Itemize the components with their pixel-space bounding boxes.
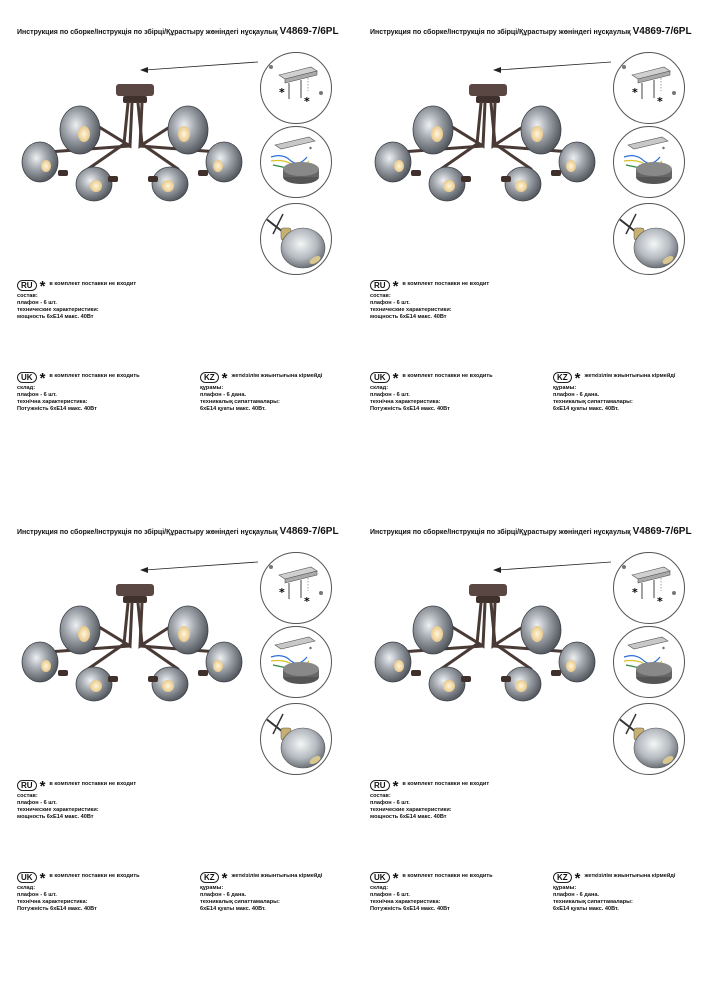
wiring-step — [613, 626, 685, 698]
svg-text:*: * — [632, 86, 638, 99]
kz-line: 6хЕ14 қуаты макс. 40Вт. — [553, 406, 619, 413]
asterisk-icon: * — [221, 370, 228, 387]
mounting-bracket-icon — [261, 53, 331, 123]
model-number: V4869-7/6PL — [632, 26, 692, 37]
uk-badge: UK — [17, 372, 37, 383]
kz-section — [553, 871, 675, 913]
shade-install-step — [260, 203, 332, 275]
ru-line: состав: — [17, 793, 38, 799]
shade-install-icon — [261, 704, 331, 774]
uk-line: Потужність 6хЕ14 макс. 40Вт — [370, 906, 450, 913]
instruction-panel — [353, 0, 706, 500]
mounting-bracket-step — [260, 52, 332, 124]
uk-section — [370, 871, 493, 913]
ru-line: технические характеристики: — [17, 307, 99, 314]
asterisk-icon: * — [392, 278, 399, 295]
asterisk-icon: * — [39, 370, 46, 387]
svg-text:*: * — [304, 95, 310, 108]
uk-line: склад: — [370, 385, 389, 391]
lamp-illustration — [371, 84, 601, 214]
asterisk-icon: * — [39, 870, 46, 887]
shade-install-step — [613, 203, 685, 275]
kz-note: жеткізілім жиынтығына кірмейді — [584, 373, 676, 380]
svg-text:*: * — [304, 595, 310, 608]
asterisk-icon: * — [39, 278, 46, 295]
shade-install-step — [613, 703, 685, 775]
lamp-illustration — [18, 584, 248, 714]
svg-text:*: * — [279, 586, 285, 599]
kz-line: техникалық сипаттамалары: — [553, 399, 633, 406]
ru-line: технические характеристики: — [370, 807, 452, 814]
kz-line: 6хЕ14 қуаты макс. 40Вт. — [553, 906, 619, 913]
asterisk-icon: * — [574, 870, 581, 887]
instruction-panel — [0, 0, 353, 500]
uk-line: плафон - 6 шт. — [17, 392, 57, 399]
ru-section — [370, 779, 489, 821]
uk-line: плафон - 6 шт. — [370, 392, 410, 399]
mounting-bracket-step — [613, 552, 685, 624]
uk-line: склад: — [370, 885, 389, 891]
instruction-panel — [353, 500, 706, 1000]
shade-install-step — [260, 703, 332, 775]
ru-badge: RU — [370, 280, 390, 291]
mounting-bracket-step — [613, 52, 685, 124]
mounting-bracket-step — [260, 552, 332, 624]
kz-note: жеткізілім жиынтығына кірмейді — [231, 873, 323, 880]
mounting-bracket-icon — [261, 553, 331, 623]
ru-section — [17, 279, 136, 321]
uk-line: технічна характеристика: — [17, 899, 88, 906]
kz-note: жеткізілім жиынтығына кірмейді — [584, 873, 676, 880]
uk-section — [17, 371, 140, 413]
asterisk-icon: * — [392, 778, 399, 795]
uk-note: в комплект поставки не входить — [49, 373, 140, 380]
kz-section — [200, 871, 322, 913]
title-prefix: Инструкция по сборке/Інструкція по збірці/Құрастыру жөніндегі нұсқаулық — [17, 529, 278, 536]
model-number: V4869-7/6PL — [279, 526, 339, 537]
uk-line: плафон - 6 шт. — [370, 892, 410, 899]
ru-line: плафон - 6 шт. — [17, 800, 57, 807]
ru-line: плафон - 6 шт. — [370, 800, 410, 807]
shade-install-icon — [614, 704, 684, 774]
kz-badge: KZ — [553, 872, 572, 883]
ru-badge: RU — [17, 280, 37, 291]
uk-badge: UK — [370, 372, 390, 383]
ru-line: состав: — [370, 793, 391, 799]
ru-line: мощность 6хЕ14 макс. 40Вт — [17, 814, 94, 821]
ru-note: в комплект поставки не входит — [402, 781, 490, 788]
kz-line: құрамы: — [553, 385, 577, 391]
kz-badge: KZ — [200, 372, 219, 383]
uk-note: в комплект поставки не входить — [49, 873, 140, 880]
instruction-panel — [0, 500, 353, 1000]
kz-badge: KZ — [553, 372, 572, 383]
uk-line: склад: — [17, 385, 36, 391]
model-number: V4869-7/6PL — [279, 26, 339, 37]
ru-section — [370, 279, 489, 321]
ru-note: в комплект поставки не входит — [402, 281, 490, 288]
kz-line: құрамы: — [553, 885, 577, 891]
kz-line: плафон - 6 дана. — [553, 392, 600, 399]
uk-line: Потужність 6хЕ14 макс. 40Вт — [17, 406, 97, 413]
wiring-icon — [614, 627, 684, 697]
svg-text:*: * — [279, 86, 285, 99]
wiring-icon — [261, 127, 331, 197]
ru-note: в комплект поставки не входит — [49, 281, 137, 288]
uk-note: в комплект поставки не входить — [402, 373, 493, 380]
svg-text:*: * — [657, 95, 663, 108]
kz-line: 6хЕ14 қуаты макс. 40Вт. — [200, 406, 266, 413]
kz-line: плафон - 6 дана. — [553, 892, 600, 899]
wiring-step — [260, 126, 332, 198]
kz-line: құрамы: — [200, 885, 224, 891]
ru-line: состав: — [17, 293, 38, 299]
uk-badge: UK — [17, 872, 37, 883]
kz-badge: KZ — [200, 872, 219, 883]
ru-line: технические характеристики: — [370, 307, 452, 314]
svg-text:*: * — [309, 146, 312, 153]
ru-line: мощность 6хЕ14 макс. 40Вт — [370, 814, 447, 821]
svg-text:*: * — [662, 646, 665, 653]
ru-badge: RU — [17, 780, 37, 791]
ru-line: плафон - 6 шт. — [17, 300, 57, 307]
shade-install-icon — [261, 204, 331, 274]
asterisk-icon: * — [574, 370, 581, 387]
uk-line: технічна характеристика: — [370, 399, 441, 406]
asterisk-icon: * — [392, 870, 399, 887]
ru-badge: RU — [370, 780, 390, 791]
uk-badge: UK — [370, 872, 390, 883]
uk-line: склад: — [17, 885, 36, 891]
asterisk-icon: * — [392, 370, 399, 387]
ru-line: технические характеристики: — [17, 807, 99, 814]
wiring-icon — [261, 627, 331, 697]
title-prefix: Инструкция по сборке/Інструкція по збірці/Құрастыру жөніндегі нұсқаулық — [17, 29, 278, 36]
kz-line: плафон - 6 дана. — [200, 892, 247, 899]
svg-text:*: * — [309, 646, 312, 653]
ru-line: плафон - 6 шт. — [370, 300, 410, 307]
asterisk-icon: * — [221, 870, 228, 887]
wiring-step — [260, 626, 332, 698]
uk-line: Потужність 6хЕ14 макс. 40Вт — [17, 906, 97, 913]
svg-text:*: * — [657, 595, 663, 608]
title-prefix: Инструкция по сборке/Інструкція по збірці/Құрастыру жөніндегі нұсқаулық — [370, 529, 631, 536]
title-prefix: Инструкция по сборке/Інструкція по збірці/Құрастыру жөніндегі нұсқаулық — [370, 29, 631, 36]
mounting-bracket-icon — [614, 53, 684, 123]
uk-section — [370, 371, 493, 413]
kz-note: жеткізілім жиынтығына кірмейді — [231, 373, 323, 380]
kz-line: плафон - 6 дана. — [200, 392, 247, 399]
uk-line: технічна характеристика: — [17, 399, 88, 406]
svg-text:*: * — [662, 146, 665, 153]
kz-line: құрамы: — [200, 385, 224, 391]
ru-line: мощность 6хЕ14 макс. 40Вт — [370, 314, 447, 321]
uk-note: в комплект поставки не входить — [402, 873, 493, 880]
ru-section — [17, 779, 136, 821]
uk-line: Потужність 6хЕ14 макс. 40Вт — [370, 406, 450, 413]
mounting-bracket-icon — [614, 553, 684, 623]
svg-text:*: * — [632, 586, 638, 599]
kz-line: техникалық сипаттамалары: — [200, 399, 280, 406]
kz-section — [553, 371, 675, 413]
uk-section — [17, 871, 140, 913]
kz-section — [200, 371, 322, 413]
wiring-step — [613, 126, 685, 198]
ru-line: состав: — [370, 293, 391, 299]
lamp-illustration — [371, 584, 601, 714]
wiring-icon — [614, 127, 684, 197]
lamp-illustration — [18, 84, 248, 214]
asterisk-icon: * — [39, 778, 46, 795]
model-number: V4869-7/6PL — [632, 526, 692, 537]
ru-note: в комплект поставки не входит — [49, 781, 137, 788]
uk-line: плафон - 6 шт. — [17, 892, 57, 899]
kz-line: техникалық сипаттамалары: — [553, 899, 633, 906]
ru-line: мощность 6хЕ14 макс. 40Вт — [17, 314, 94, 321]
kz-line: 6хЕ14 қуаты макс. 40Вт. — [200, 906, 266, 913]
kz-line: техникалық сипаттамалары: — [200, 899, 280, 906]
shade-install-icon — [614, 204, 684, 274]
uk-line: технічна характеристика: — [370, 899, 441, 906]
